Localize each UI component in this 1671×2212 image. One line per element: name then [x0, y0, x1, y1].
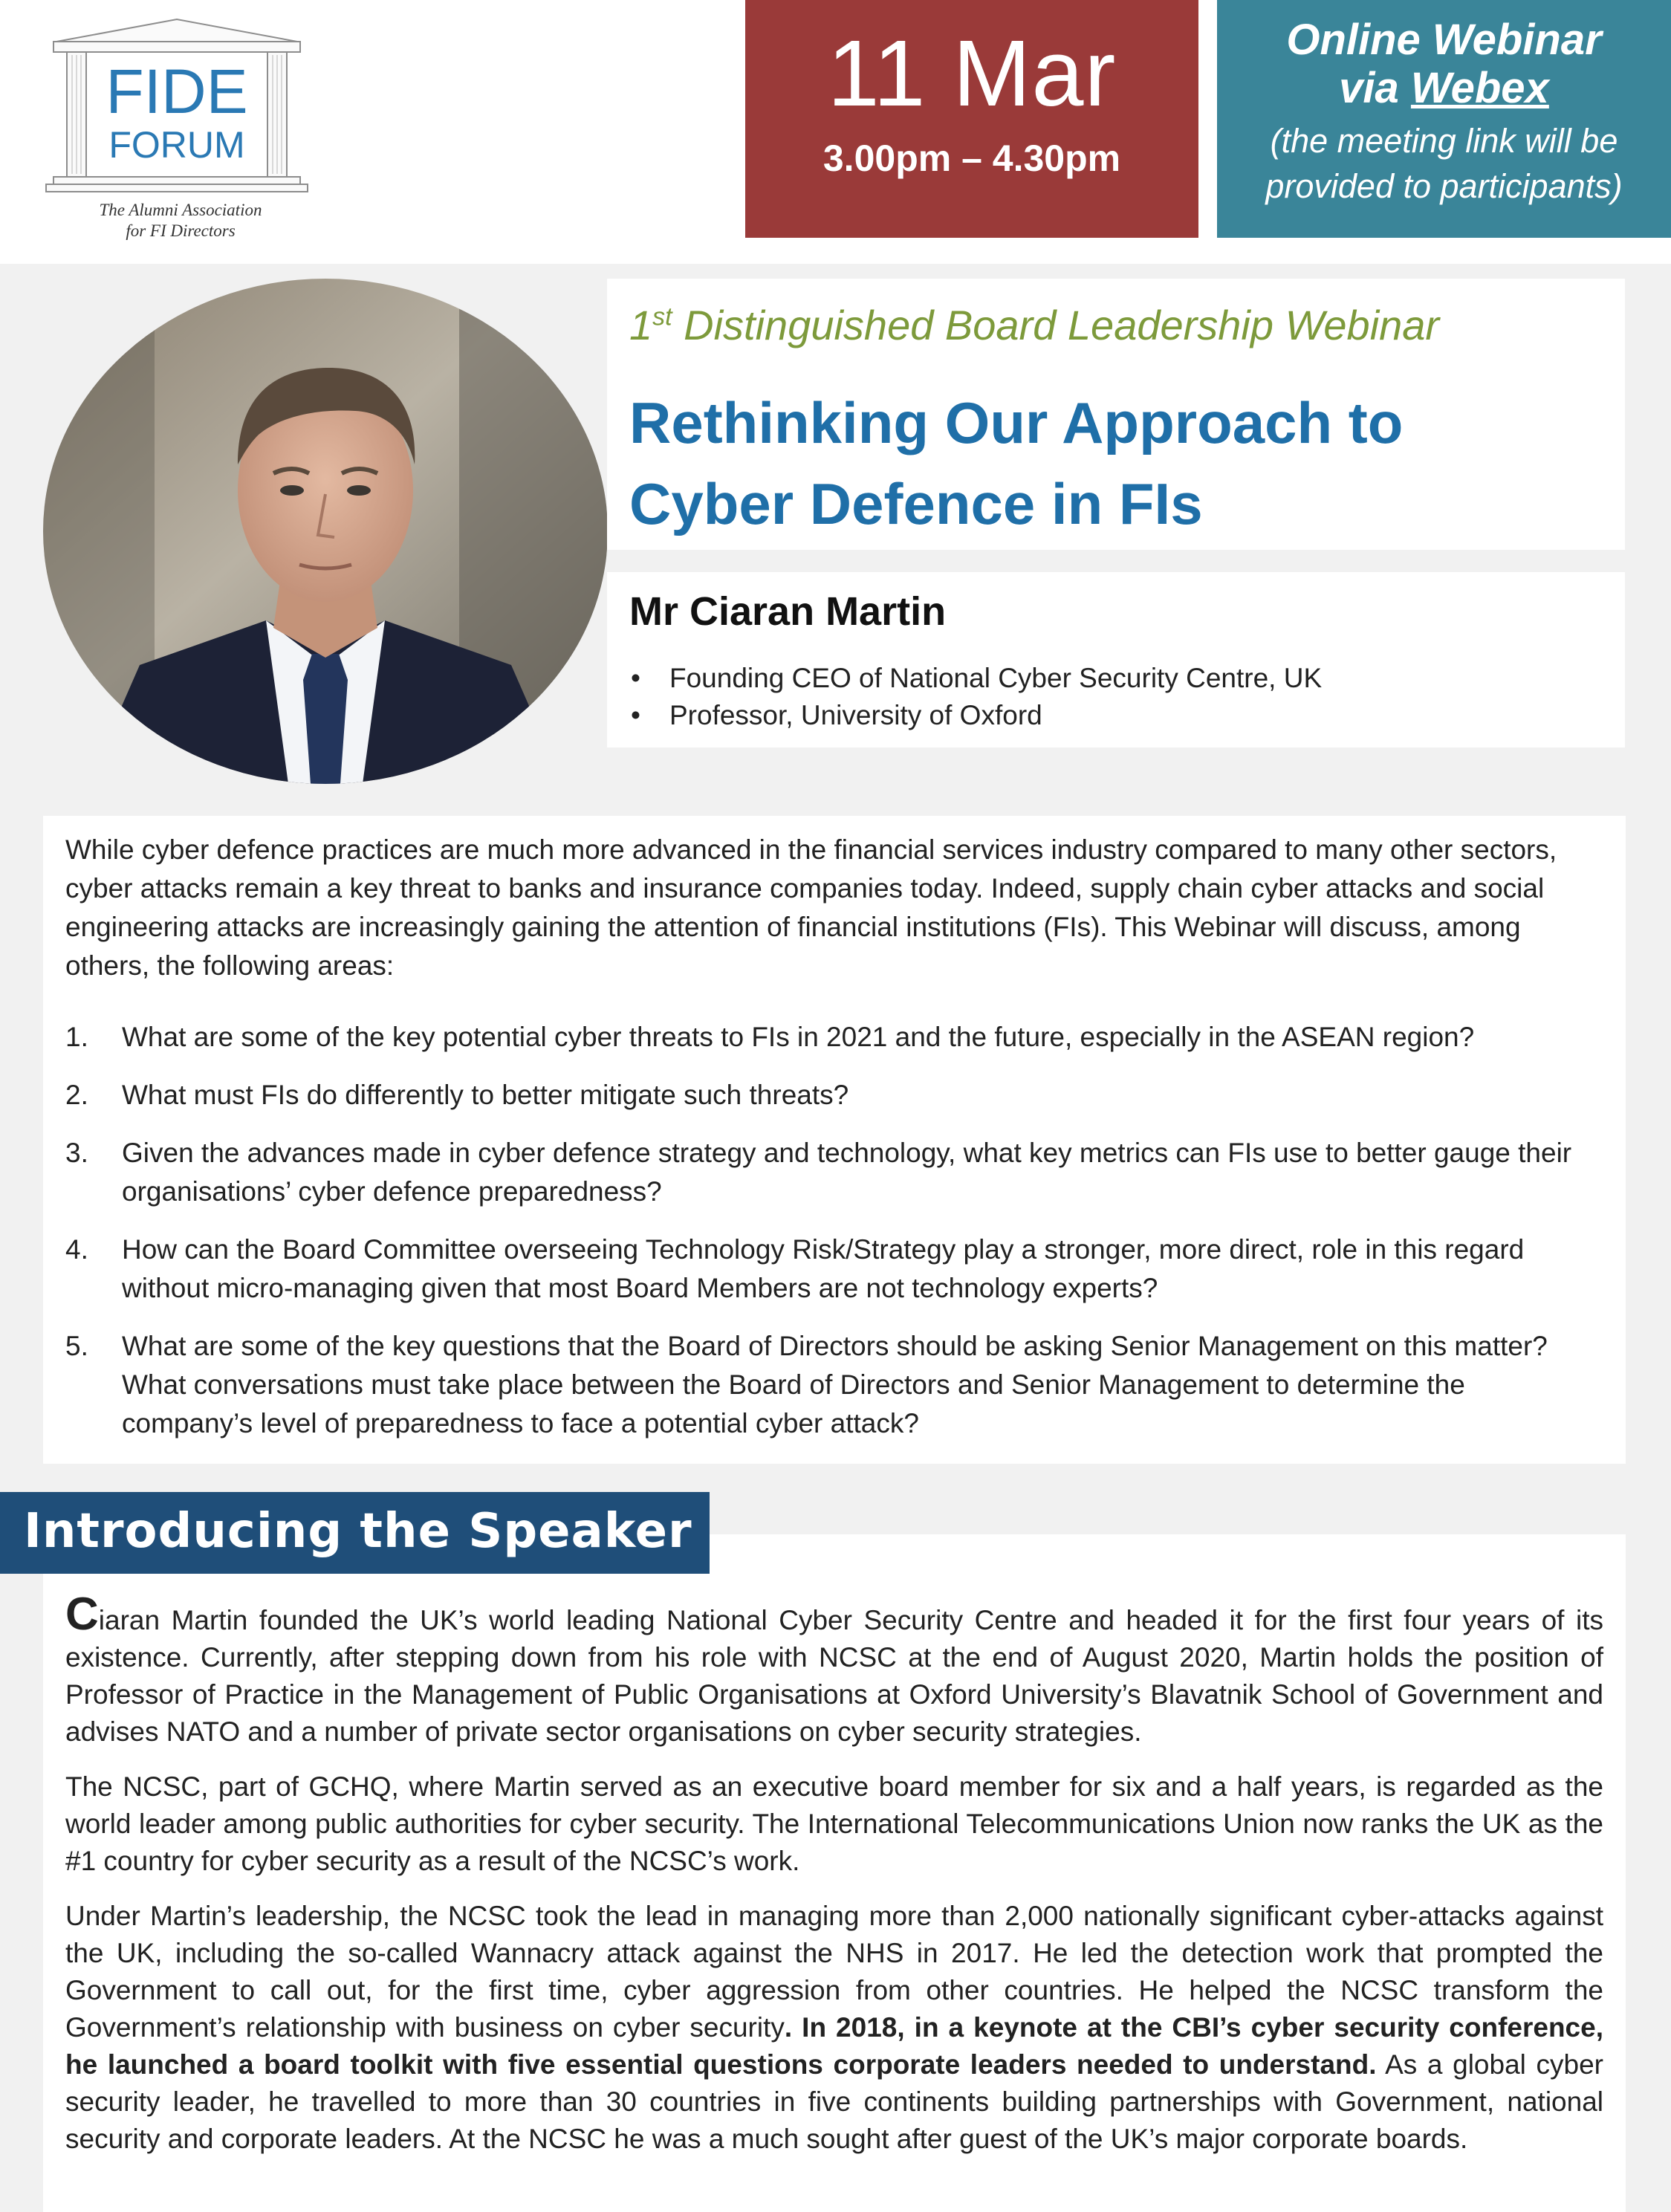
speaker-name: Mr Ciaran Martin: [629, 589, 947, 634]
bio-paragraph-3: [65, 1898, 1603, 2158]
speaker-photo: [43, 279, 608, 784]
question-number: 4.: [65, 1234, 88, 1265]
series-ordinal-number: 1: [629, 302, 653, 348]
question-item: [65, 1018, 1603, 1057]
webex-link[interactable]: Webex: [1410, 63, 1549, 112]
venue-line2-prefix: via: [1339, 63, 1411, 112]
title-line1: Rethinking Our Approach to: [629, 390, 1404, 455]
bio-paragraph-1: [65, 1589, 1603, 1751]
logo-brand-line2: FORUM: [108, 124, 245, 166]
venue-note-line1: (the meeting link will be: [1270, 121, 1618, 160]
venue-note: [1217, 119, 1671, 210]
logo-brand-line1: FIDE: [106, 56, 248, 126]
question-text: What must FIs do differently to better mitigate such threats?: [122, 1080, 849, 1110]
bio-p3-start: Under Martin’s leadership, the NCSC took the lead in managing more than 2,000 nationally significant cyber-attacks against the UK, including the so-called Wannacry attack against the NHS in 2017. He led the detection work that prompted the Government to call out, for the first time, cyber aggression from other countries. He helped the NCSC transform the Government’s relationship with business on cyber security: [65, 1901, 1603, 2043]
logo-tagline-line2: for FI Directors: [126, 221, 236, 240]
series-name: Distinguished Board Leadership Webinar: [672, 302, 1440, 348]
question-text: Given the advances made in cyber defence strategy and technology, what key metrics can FIs use to better gauge their organisations’ cyber defence preparedness?: [122, 1138, 1572, 1207]
bio-dropcap: C: [65, 1589, 99, 1640]
logo-tagline-line1: The Alumni Association: [99, 201, 262, 219]
question-number: 2.: [65, 1080, 88, 1110]
bio-paragraph-2: The NCSC, part of GCHQ, where Martin served as an executive board member for six and a half years, is regarded as the world leader among public authorities for cyber security. The International Telecommunications Union now ranks the UK as the #1 country for cyber security as a result of the NCSC’s work.: [65, 1771, 1603, 1876]
question-number: 5.: [65, 1331, 88, 1361]
event-date: 11 Mar: [827, 21, 1117, 126]
section-heading-text: Introducing the Speaker: [24, 1504, 692, 1559]
question-item: [65, 1076, 1603, 1115]
bio-p3-bold: . In 2018, in a keynote at the CBI’s cyber security conference, he launched a board toolkit with five essential questions corporate leaders needed to understand.: [65, 2012, 1603, 2080]
question-number: 1.: [65, 1022, 88, 1052]
webinar-title: [629, 383, 1595, 545]
series-ordinal-suffix: st: [652, 302, 672, 331]
section-heading-introducing-speaker: [0, 1492, 710, 1574]
venue-line1: Online Webinar: [1286, 16, 1602, 64]
speaker-bio: [65, 1589, 1603, 2176]
venue-line2: [1217, 65, 1671, 113]
bio-p3-end: As a global cyber security leader, he travelled to more than 30 countries in five continents building partnerships with Government, national security and corporate leaders. At the NCSC he was a much sought after guest of the UK’s major corporate boards.: [65, 2049, 1603, 2154]
bio-p1-text: iaran Martin founded the UK’s world leading National Cyber Security Centre and headed it for the first four years of its existence. Currently, after stepping down from his role with NCSC at the end of August 2020, Martin holds the position of Professor of Practice in the Management of Public Organisations at Oxford University’s Blavatnik School of Government and advises NATO and a number of private sector organisations on cyber security strategies.: [65, 1605, 1603, 1747]
speaker-roles: [629, 660, 1322, 734]
bio-panel: [43, 1534, 1626, 2212]
description-panel: [43, 816, 1626, 1464]
question-item: [65, 1327, 1603, 1443]
webinar-series: [629, 301, 1439, 349]
question-list: [65, 1018, 1603, 1462]
question-text: How can the Board Committee overseeing Technology Risk/Strategy play a stronger, more direct, role in this regard without micro-managing given that most Board Members are not technology experts?: [122, 1234, 1525, 1303]
speaker-panel: [607, 572, 1625, 747]
question-number: 3.: [65, 1138, 88, 1168]
question-item: [65, 1230, 1603, 1308]
description-intro: While cyber defence practices are much more advanced in the financial services industry compared to many other sectors, cyber attacks remain a key threat to banks and insurance companies today. Indeed, supply chain cyber attacks and social engineering attacks are increasingly gaining the attention of financial institutions (FIs). This Webinar will discuss, among others, the following areas:: [65, 834, 1557, 981]
title-panel: [607, 279, 1625, 550]
venue-note-line2: provided to participants): [1265, 166, 1623, 205]
question-text: What are some of the key questions that the Board of Directors should be asking Senior Management on this matter? What conversations must take place between the Board of Directors and Senior Management to determine the company’s level of preparedness to face a potential cyber attack?: [122, 1331, 1548, 1439]
speaker-role: • Professor, University of Oxford: [629, 697, 1322, 734]
date-box: [745, 0, 1198, 238]
venue-box: [1217, 0, 1671, 238]
event-time: 3.00pm – 4.30pm: [822, 137, 1121, 179]
title-line2: Cyber Defence in FIs: [629, 471, 1203, 537]
question-item: [65, 1134, 1603, 1211]
question-text: What are some of the key potential cyber threats to FIs in 2021 and the future, especially in the ASEAN region?: [122, 1022, 1475, 1052]
speaker-role: • Founding CEO of National Cyber Security Centre, UK: [629, 660, 1322, 697]
fide-forum-logo: [43, 16, 311, 254]
